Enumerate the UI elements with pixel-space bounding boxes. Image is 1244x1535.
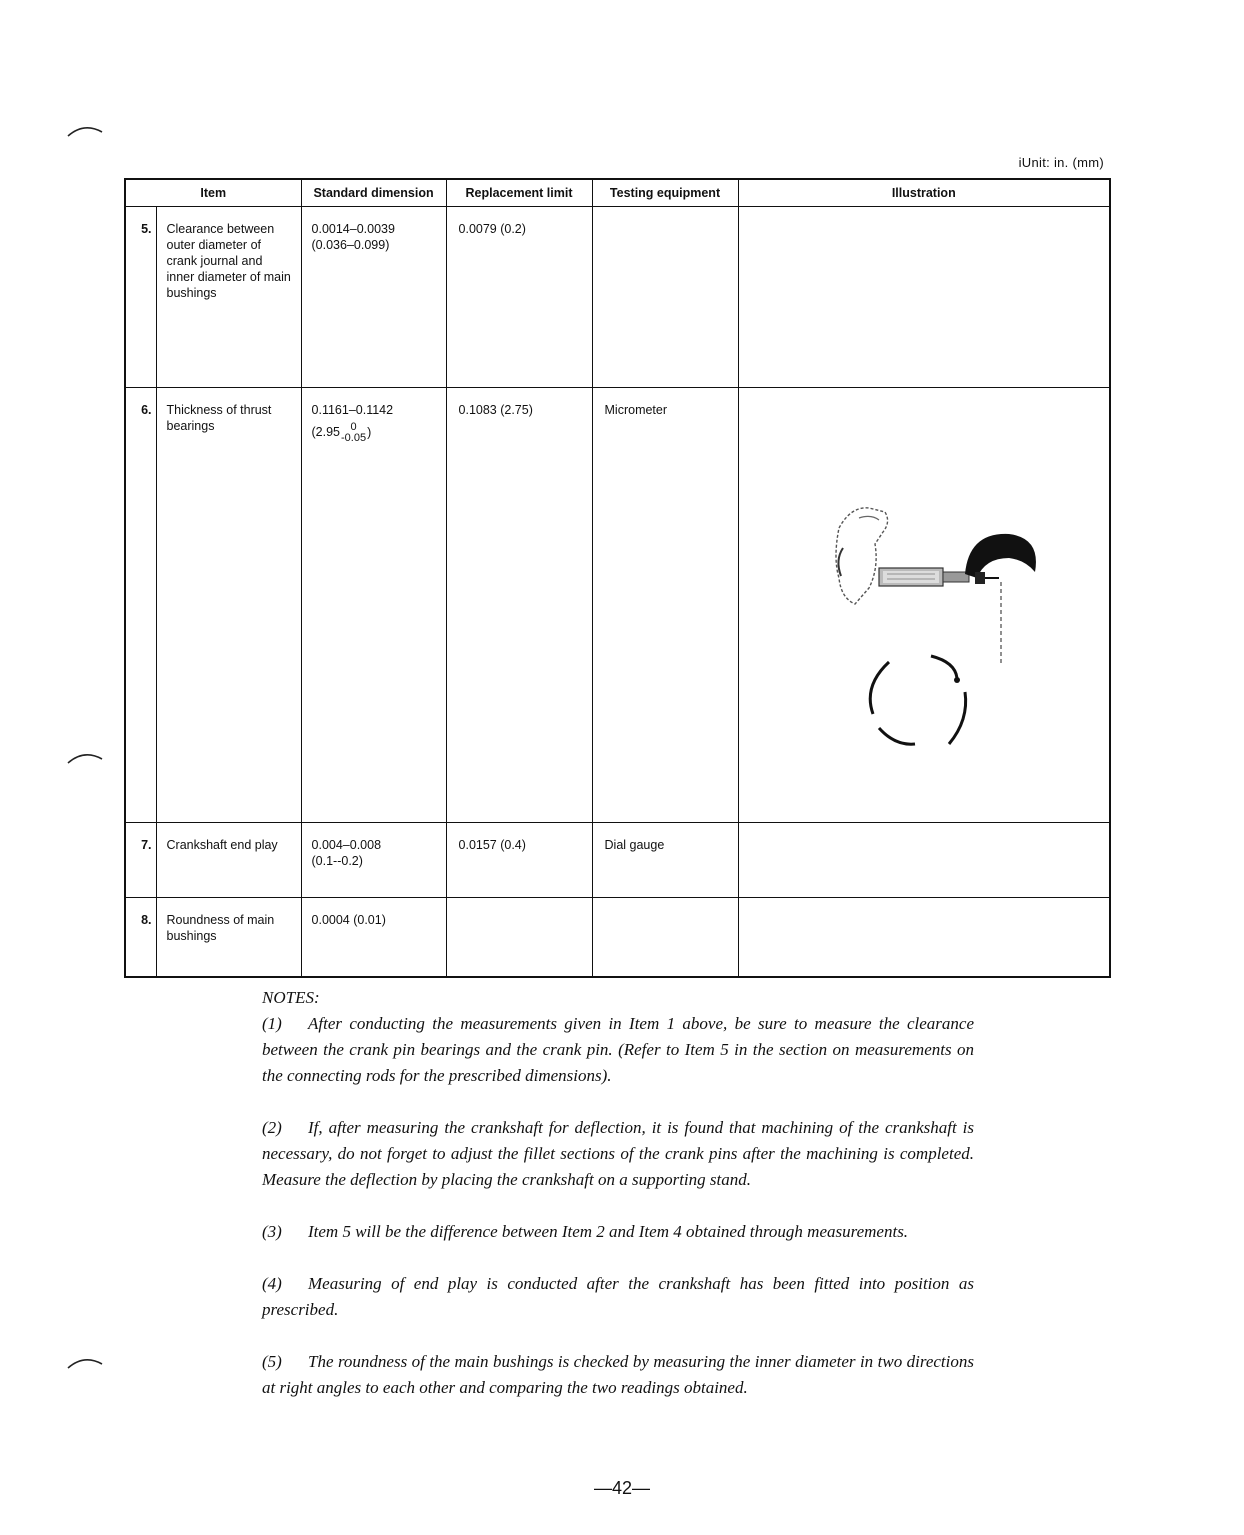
note-item bbox=[262, 1271, 974, 1323]
header-item: Item bbox=[125, 179, 301, 207]
row-item: Roundness of main bushings bbox=[156, 898, 301, 978]
tolerance-base: (2.95 bbox=[311, 425, 341, 440]
unit-note: iUnit: in. (mm) bbox=[1018, 155, 1104, 170]
tolerance-close: ) bbox=[367, 425, 372, 440]
note-label: (5) bbox=[262, 1352, 282, 1371]
row-replacement: 0.1083 (2.75) bbox=[446, 388, 592, 823]
binder-mark-icon bbox=[66, 1350, 106, 1372]
row-number: 7. bbox=[125, 823, 156, 898]
row-testing: Micrometer bbox=[592, 388, 738, 823]
row-illustration bbox=[738, 388, 1110, 823]
header-replacement-limit: Replacement limit bbox=[446, 179, 592, 207]
standard-mm-tolerance bbox=[312, 422, 372, 444]
note-label: (3) bbox=[262, 1222, 282, 1241]
note-label: (2) bbox=[262, 1118, 282, 1137]
tolerance-lower: -0.05 bbox=[341, 432, 367, 444]
binder-mark-icon bbox=[66, 745, 106, 767]
notes-title: NOTES: bbox=[262, 988, 320, 1007]
specification-table bbox=[124, 178, 1111, 978]
table-row bbox=[125, 207, 1110, 388]
micrometer-thrust-bearing-illustration-icon bbox=[799, 448, 1059, 748]
row-number: 8. bbox=[125, 898, 156, 978]
note-text: After conducting the measurements given in Item 1 above, be sure to measure the clearance between the crank pin bearings and the crank pin. (Refer to Item 5 in the section on measurements on the connecting rods for the prescribed dimensions). bbox=[262, 1014, 974, 1085]
row-testing: Dial gauge bbox=[592, 823, 738, 898]
table-row bbox=[125, 898, 1110, 978]
note-label: (4) bbox=[262, 1274, 282, 1293]
row-item: Crankshaft end play bbox=[156, 823, 301, 898]
note-item bbox=[262, 1011, 974, 1089]
page-number: —42— bbox=[593, 1478, 651, 1498]
row-replacement: 0.0157 (0.4) bbox=[446, 823, 592, 898]
note-item bbox=[262, 1219, 974, 1245]
row-standard bbox=[301, 207, 446, 388]
row-item: Clearance between outer diameter of crank journal and inner diameter of main bushings bbox=[156, 207, 301, 388]
note-item bbox=[262, 1115, 974, 1193]
standard-inch: 0.0004 (0.01) bbox=[311, 913, 386, 927]
row-standard bbox=[301, 898, 446, 978]
tolerance-stack bbox=[341, 422, 366, 444]
row-illustration bbox=[738, 207, 1110, 388]
row-testing bbox=[592, 207, 738, 388]
row-number: 5. bbox=[125, 207, 156, 388]
note-label: (1) bbox=[262, 1014, 282, 1033]
standard-inch: 0.004–0.008 bbox=[311, 838, 382, 852]
table-row bbox=[125, 388, 1110, 823]
binder-mark-icon bbox=[66, 118, 106, 140]
standard-mm: (0.1--0.2) bbox=[311, 854, 363, 868]
tolerance-upper: 0 bbox=[350, 421, 357, 433]
row-testing bbox=[592, 898, 738, 978]
note-text: If, after measuring the crankshaft for deflection, it is found that machining of the crankshaft is necessary, do not forget to adjust the fillet sections of the crank pins after the machining is completed. Measure the deflection by placing the crankshaft on a supporting stand. bbox=[262, 1118, 974, 1189]
notes-section bbox=[262, 985, 974, 1427]
table-header-row bbox=[125, 179, 1110, 207]
standard-mm: (0.036–0.099) bbox=[311, 238, 390, 252]
row-replacement bbox=[446, 898, 592, 978]
header-illustration: Illustration bbox=[738, 179, 1110, 207]
standard-inch: 0.1161–0.1142 bbox=[311, 403, 394, 417]
row-replacement: 0.0079 (0.2) bbox=[446, 207, 592, 388]
header-standard-dimension: Standard dimension bbox=[301, 179, 446, 207]
header-testing-equipment: Testing equipment bbox=[592, 179, 738, 207]
note-text: Measuring of end play is conducted after the crankshaft has been fitted into position as prescribed. bbox=[262, 1274, 974, 1319]
row-item: Thickness of thrust bearings bbox=[156, 388, 301, 823]
row-number: 6. bbox=[125, 388, 156, 823]
note-text: Item 5 will be the difference between Item 2 and Item 4 obtained through measurements. bbox=[308, 1222, 909, 1241]
row-standard bbox=[301, 823, 446, 898]
note-item bbox=[262, 1349, 974, 1401]
row-illustration bbox=[738, 898, 1110, 978]
row-standard bbox=[301, 388, 446, 823]
standard-inch: 0.0014–0.0039 bbox=[311, 222, 395, 236]
table-row bbox=[125, 823, 1110, 898]
note-text: The roundness of the main bushings is checked by measuring the inner diameter in two directions at right angles to each other and comparing the two readings obtained. bbox=[262, 1352, 974, 1397]
row-illustration bbox=[738, 823, 1110, 898]
